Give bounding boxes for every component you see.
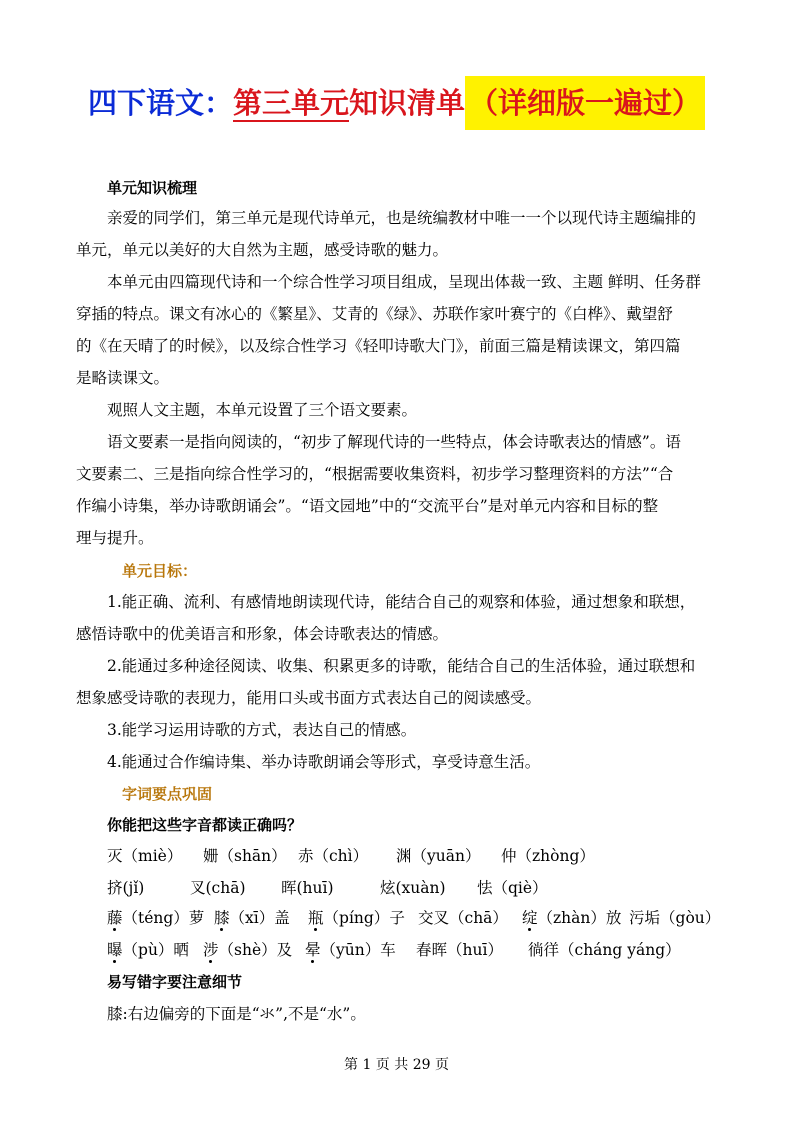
word-tail: 萝 bbox=[188, 909, 205, 927]
target-char: 晕 bbox=[305, 941, 321, 959]
pinyin-word bbox=[305, 940, 396, 960]
goal-line: 感悟诗歌中的优美语言和形象，体会诗歌表达的情感。 bbox=[76, 625, 449, 643]
paragraph-line: 穿插的特点。课文有冰心的《繁星》、艾青的《绿》、苏联作家叶赛宁的《白桦》、戴望舒 bbox=[76, 305, 673, 323]
pinyin-word bbox=[522, 908, 621, 928]
target-char: 徜徉 bbox=[528, 941, 560, 959]
target-char: 春晖 bbox=[416, 941, 448, 959]
pinyin-word bbox=[416, 940, 503, 960]
word-tail: 车 bbox=[380, 941, 396, 959]
error-note: 膝:右边偏旁的下面是“氺”,不是“水”。 bbox=[107, 1005, 366, 1023]
word-tail: 盖 bbox=[274, 909, 290, 927]
word-tail: 及 bbox=[276, 941, 293, 959]
words-subheading: 你能把这些字音都读正确吗？ bbox=[107, 816, 303, 834]
paragraph-line: 单元，单元以美好的大自然为主题，感受诗歌的魅力。 bbox=[76, 241, 449, 259]
target-char: 曝 bbox=[107, 941, 123, 959]
target-char: 绽 bbox=[522, 909, 538, 927]
paragraph-line: 是略读课文。 bbox=[76, 369, 170, 387]
target-char: 污垢 bbox=[629, 909, 661, 927]
title-part-highlight: （详细版一遍过） bbox=[465, 76, 705, 130]
pinyin-word bbox=[214, 908, 290, 928]
pinyin: （téng） bbox=[122, 909, 189, 927]
title-part-list: 知识清单 bbox=[349, 86, 466, 120]
word-tail: 放 bbox=[605, 909, 622, 927]
pinyin-item: 挤(jǐ) bbox=[107, 879, 145, 897]
pinyin-item: 晖(huī) bbox=[281, 879, 334, 897]
section-heading-overview: 单元知识梳理 bbox=[107, 179, 198, 197]
paragraph-line: 本单元由四篇现代诗和一个综合性学习项目组成，呈现出体裁一致、主题 鲜明、任务群 bbox=[107, 273, 701, 291]
pinyin: （gòu） bbox=[660, 909, 721, 927]
pinyin-word bbox=[308, 908, 405, 928]
goal-line: 1.能正确、流利、有感情地朗读现代诗，能结合自己的观察和体验，通过想象和联想， bbox=[107, 593, 696, 611]
pinyin-item: 姗（shān） bbox=[203, 847, 287, 865]
pinyin-item: 渊（yuān） bbox=[396, 847, 481, 865]
paragraph-line: 观照人文主题，本单元设置了三个语文要素。 bbox=[107, 401, 418, 419]
section-heading-errors: 易写错字要注意细节 bbox=[107, 973, 243, 991]
target-char: 涉 bbox=[203, 941, 219, 959]
paragraph-line: 文要素二、三是指向综合性学习的，“根据需要收集资料，初步学习整理资料的方法”“合 bbox=[76, 465, 674, 483]
goal-line: 4.能通过合作编诗集、举办诗歌朗诵会等形式，享受诗意生活。 bbox=[107, 753, 541, 771]
pinyin: （pù） bbox=[122, 941, 174, 959]
title-part-subject: 四下语文： bbox=[87, 86, 233, 120]
pinyin: （cháng yáng） bbox=[559, 941, 681, 959]
pinyin-word bbox=[203, 940, 292, 960]
pinyin-word bbox=[107, 940, 189, 960]
paragraph-line: 亲爱的同学们，第三单元是现代诗单元，也是统编教材中唯一一个以现代诗主题编排的 bbox=[107, 209, 697, 227]
pinyin: （píng） bbox=[323, 909, 390, 927]
target-char: 交叉 bbox=[418, 909, 450, 927]
pinyin-item: 赤（chì） bbox=[298, 847, 369, 865]
goal-line: 想象感受诗歌的表现力，能用口头或书面方式表达自己的阅读感受。 bbox=[76, 689, 542, 707]
title-part-unit: 第三单元 bbox=[232, 86, 349, 120]
pinyin: （xī） bbox=[229, 909, 275, 927]
goal-line: 2.能通过多种途径阅读、收集、积累更多的诗歌，能结合自己的生活体验，通过联想和 bbox=[107, 657, 696, 675]
pinyin-item: 叉(chā) bbox=[190, 879, 246, 897]
pinyin-word bbox=[418, 908, 508, 928]
target-char: 藤 bbox=[107, 909, 123, 927]
paragraph-line: 的《在天晴了的时候》，以及综合性学习《轻叩诗歌大门》，前面三篇是精读课文，第四篇 bbox=[76, 337, 681, 355]
pinyin: （huī） bbox=[447, 941, 503, 959]
pinyin: （shè） bbox=[218, 941, 277, 959]
pinyin-word bbox=[629, 908, 720, 928]
target-char: 膝 bbox=[214, 909, 230, 927]
pinyin: （chā） bbox=[449, 909, 508, 927]
pinyin-item: 炫(xuàn) bbox=[380, 879, 446, 897]
word-tail: 晒 bbox=[173, 941, 189, 959]
pinyin-item: 灭（miè） bbox=[107, 847, 183, 865]
pinyin-word bbox=[107, 908, 204, 928]
goal-line: 3.能学习运用诗歌的方式，表达自己的情感。 bbox=[107, 721, 417, 739]
target-char: 瓶 bbox=[308, 909, 324, 927]
word-tail: 子 bbox=[389, 909, 405, 927]
pinyin-item: 怯（qiè） bbox=[477, 879, 548, 897]
section-heading-words: 字词要点巩固 bbox=[122, 785, 213, 803]
paragraph-line: 语文要素一是指向阅读的，“初步了解现代诗的一些特点，体会诗歌表达的情感”。语 bbox=[107, 433, 681, 451]
page-footer: 第 1 页 共 29 页 bbox=[344, 1057, 449, 1073]
pinyin-word bbox=[528, 940, 681, 960]
paragraph-line: 理与提升。 bbox=[76, 529, 154, 547]
pinyin: （zhàn） bbox=[537, 909, 606, 927]
pinyin-item: 仲（zhòng） bbox=[501, 847, 595, 865]
section-heading-goals: 单元目标： bbox=[122, 562, 198, 580]
pinyin: （yūn） bbox=[320, 941, 381, 959]
page-title bbox=[0, 76, 793, 130]
paragraph-line: 作编小诗集，举办诗歌朗诵会”。“语文园地”中的“交流平台”是对单元内容和目标的整 bbox=[76, 497, 659, 515]
